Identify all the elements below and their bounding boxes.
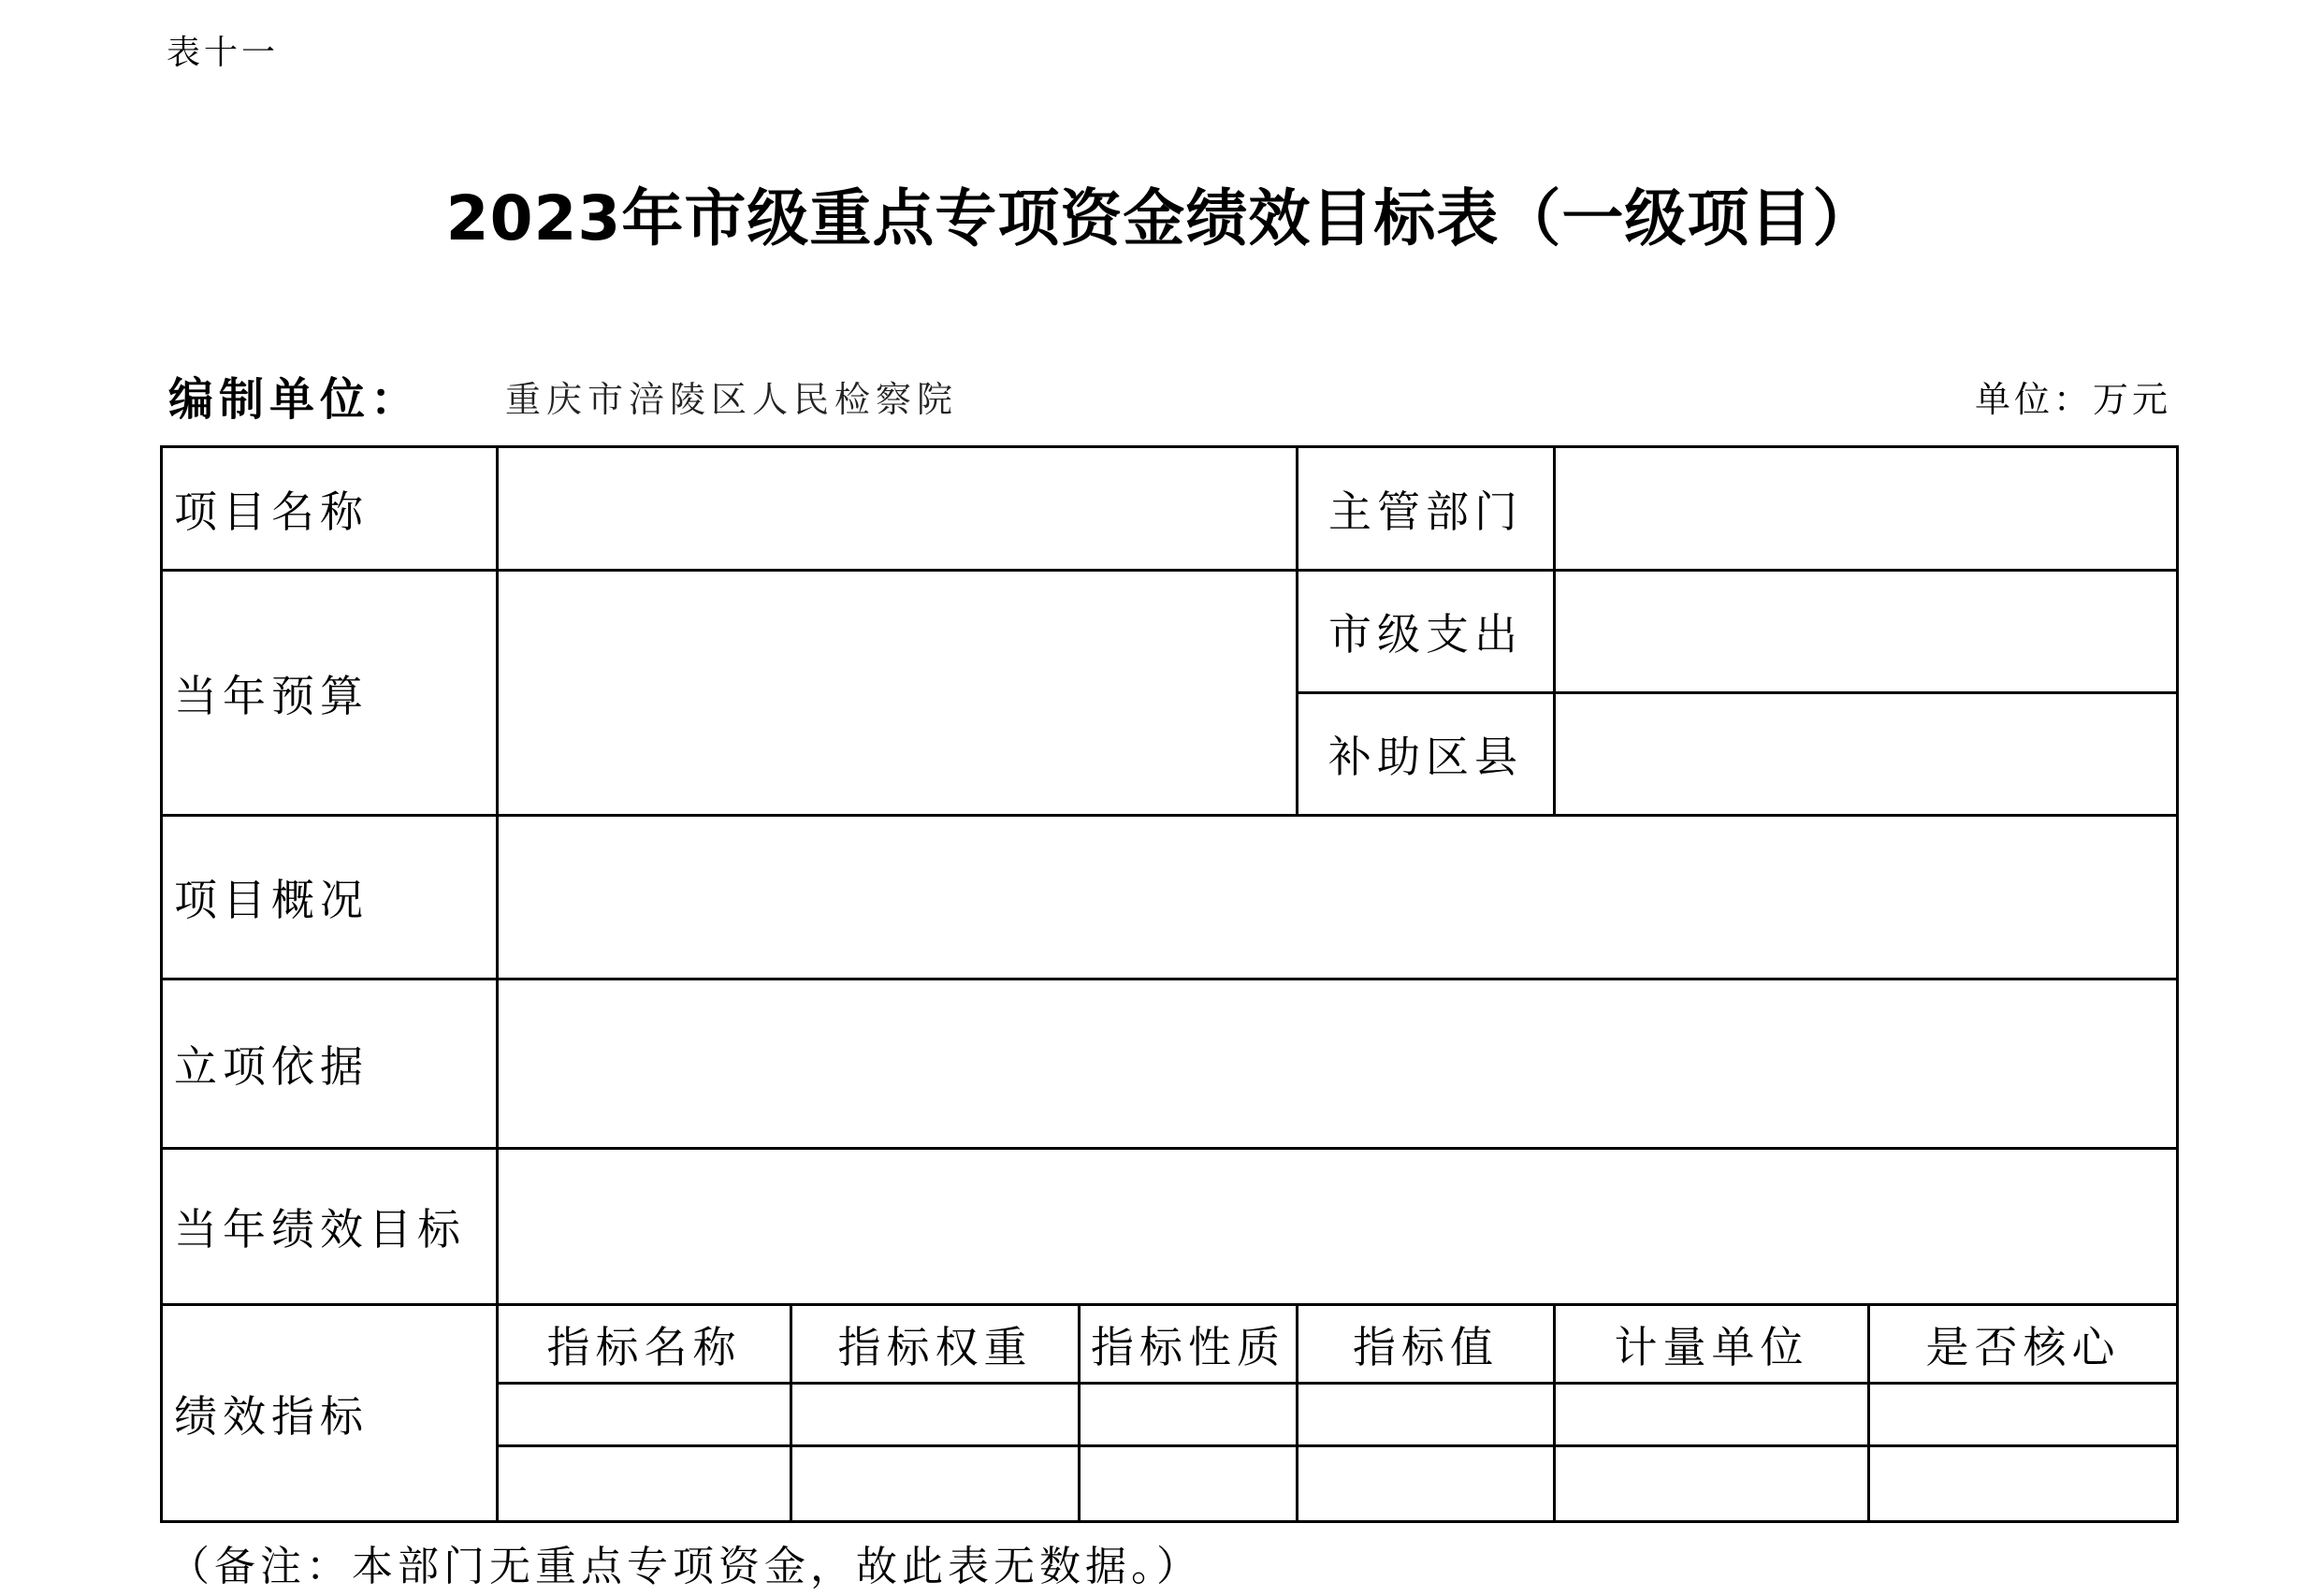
indicator-cell (1080, 1446, 1298, 1522)
table-number: 表十一 (167, 34, 280, 72)
table-row (162, 1149, 2178, 1305)
project-name-value (498, 447, 1298, 571)
table-row (162, 571, 2178, 693)
row-label-city-spend: 市级支出 (1298, 571, 1555, 693)
currency-unit: 单位：万元 (1974, 379, 2171, 420)
row-label-project-name: 项目名称 (162, 447, 498, 571)
header-measure-unit: 计量单位 (1555, 1305, 1869, 1384)
indicator-cell (1555, 1446, 1869, 1522)
header-indicator-weight: 指标权重 (791, 1305, 1080, 1384)
header-indicator-nature: 指标性质 (1080, 1305, 1298, 1384)
unit-label: 编制单位： (168, 373, 422, 426)
row-label-goal: 当年绩效目标 (162, 1149, 498, 1305)
row-label-indicators: 绩效指标 (162, 1305, 498, 1522)
budget-value (498, 571, 1298, 816)
footnote: （备注：本部门无重点专项资金，故此表无数据。） (168, 1543, 1202, 1590)
indicator-cell (1555, 1384, 1869, 1446)
table-row (162, 1305, 2178, 1384)
header-indicator-value: 指标值 (1298, 1305, 1555, 1384)
indicator-cell (1869, 1446, 2178, 1522)
district-subsidy-value (1555, 693, 2178, 816)
row-label-budget: 当年预算 (162, 571, 498, 816)
overview-value (498, 816, 2178, 979)
unit-name: 重庆市涪陵区人民检察院 (505, 379, 959, 420)
header-is-core: 是否核心 (1869, 1305, 2178, 1384)
basis-value (498, 979, 2178, 1149)
row-label-district-subsidy: 补助区县 (1298, 693, 1555, 816)
row-label-basis: 立项依据 (162, 979, 498, 1149)
city-spend-value (1555, 571, 2178, 693)
table-row (162, 447, 2178, 571)
row-label-department: 主管部门 (1298, 447, 1555, 571)
page-title: 2023年市级重点专项资金绩效目标表（一级项目） (445, 182, 1876, 254)
table-row (162, 979, 2178, 1149)
table-row (162, 816, 2178, 979)
header-indicator-name: 指标名称 (498, 1305, 791, 1384)
indicator-cell (791, 1446, 1080, 1522)
indicator-cell (1869, 1384, 2178, 1446)
department-value (1555, 447, 2178, 571)
row-label-overview: 项目概况 (162, 816, 498, 979)
performance-table (160, 445, 2179, 1523)
indicator-cell (1298, 1446, 1555, 1522)
indicator-cell (791, 1384, 1080, 1446)
goal-value (498, 1149, 2178, 1305)
indicator-cell (498, 1446, 791, 1522)
indicator-cell (498, 1384, 791, 1446)
indicator-cell (1080, 1384, 1298, 1446)
indicator-cell (1298, 1384, 1555, 1446)
